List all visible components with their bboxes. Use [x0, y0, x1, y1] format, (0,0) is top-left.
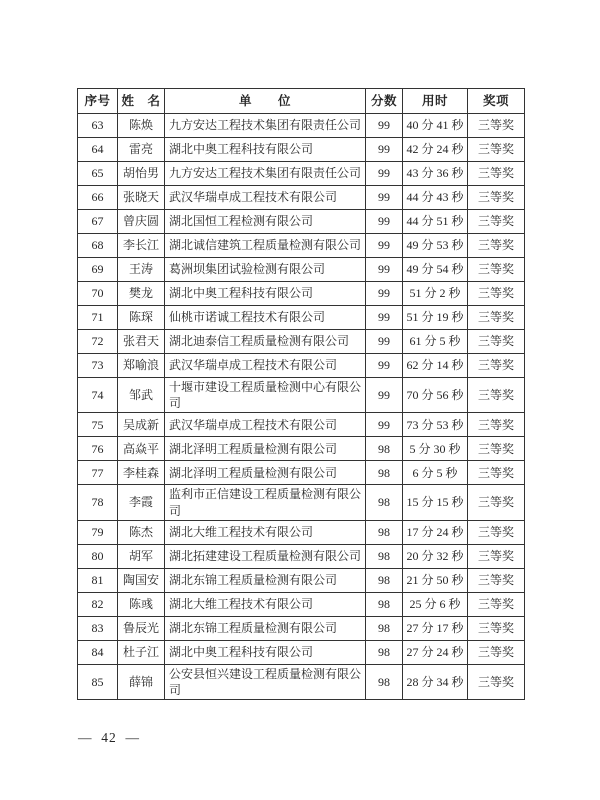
- cell-award: 三等奖: [468, 354, 525, 378]
- cell-time: 40 分 41 秒: [403, 114, 468, 138]
- cell-name: 高焱平: [118, 437, 165, 461]
- cell-award: 三等奖: [468, 664, 525, 699]
- cell-score: 98: [366, 485, 403, 520]
- cell-score: 99: [366, 186, 403, 210]
- cell-name: 邹武: [118, 378, 165, 413]
- table-header-row: [78, 89, 525, 114]
- cell-unit: 湖北东锦工程质量检测有限公司: [165, 568, 366, 592]
- cell-unit: 湖北拓建建设工程质量检测有限公司: [165, 544, 366, 568]
- cell-unit: 监利市正信建设工程质量检测有限公司: [165, 485, 366, 520]
- cell-index: 66: [78, 186, 118, 210]
- cell-unit: 武汉华瑞卓成工程技术有限公司: [165, 413, 366, 437]
- cell-index: 72: [78, 330, 118, 354]
- table-row: [78, 354, 525, 378]
- cell-time: 15 分 15 秒: [403, 485, 468, 520]
- cell-score: 99: [366, 282, 403, 306]
- cell-unit: 湖北中奥工程科技有限公司: [165, 282, 366, 306]
- cell-score: 98: [366, 520, 403, 544]
- cell-index: 78: [78, 485, 118, 520]
- cell-unit: 湖北泽明工程质量检测有限公司: [165, 461, 366, 485]
- cell-index: 71: [78, 306, 118, 330]
- cell-index: 69: [78, 258, 118, 282]
- cell-index: 83: [78, 616, 118, 640]
- cell-award: 三等奖: [468, 234, 525, 258]
- cell-award: 三等奖: [468, 138, 525, 162]
- cell-index: 67: [78, 210, 118, 234]
- cell-score: 99: [366, 306, 403, 330]
- cell-score: 98: [366, 640, 403, 664]
- cell-unit: 湖北泽明工程质量检测有限公司: [165, 437, 366, 461]
- col-header-unit: 单 位: [165, 89, 366, 114]
- cell-award: 三等奖: [468, 592, 525, 616]
- cell-award: 三等奖: [468, 186, 525, 210]
- cell-index: 82: [78, 592, 118, 616]
- table-row: [78, 568, 525, 592]
- cell-award: 三等奖: [468, 568, 525, 592]
- table-row: [78, 210, 525, 234]
- cell-name: 陈焕: [118, 114, 165, 138]
- cell-award: 三等奖: [468, 306, 525, 330]
- table-row: [78, 306, 525, 330]
- cell-name: 杜子江: [118, 640, 165, 664]
- cell-unit: 湖北大维工程技术有限公司: [165, 592, 366, 616]
- cell-time: 49 分 54 秒: [403, 258, 468, 282]
- cell-name: 陶国安: [118, 568, 165, 592]
- cell-time: 20 分 32 秒: [403, 544, 468, 568]
- cell-index: 79: [78, 520, 118, 544]
- cell-index: 65: [78, 162, 118, 186]
- cell-score: 99: [366, 210, 403, 234]
- cell-award: 三等奖: [468, 258, 525, 282]
- cell-time: 42 分 24 秒: [403, 138, 468, 162]
- cell-index: 68: [78, 234, 118, 258]
- table-row: [78, 544, 525, 568]
- cell-unit: 九方安达工程技术集团有限责任公司: [165, 114, 366, 138]
- cell-unit: 十堰市建设工程质量检测中心有限公司: [165, 378, 366, 413]
- table-row: [78, 592, 525, 616]
- cell-score: 99: [366, 330, 403, 354]
- cell-unit: 九方安达工程技术集团有限责任公司: [165, 162, 366, 186]
- cell-unit: 公安县恒兴建设工程质量检测有限公司: [165, 664, 366, 699]
- cell-award: 三等奖: [468, 162, 525, 186]
- cell-award: 三等奖: [468, 282, 525, 306]
- cell-name: 曾庆圆: [118, 210, 165, 234]
- table-row: [78, 461, 525, 485]
- cell-award: 三等奖: [468, 210, 525, 234]
- table-row: [78, 186, 525, 210]
- results-table-body: [78, 114, 525, 700]
- cell-unit: 武汉华瑞卓成工程技术有限公司: [165, 186, 366, 210]
- cell-score: 98: [366, 437, 403, 461]
- page-number: — 42 —: [78, 730, 140, 745]
- cell-time: 44 分 43 秒: [403, 186, 468, 210]
- cell-time: 44 分 51 秒: [403, 210, 468, 234]
- cell-index: 81: [78, 568, 118, 592]
- cell-score: 98: [366, 592, 403, 616]
- cell-time: 51 分 2 秒: [403, 282, 468, 306]
- cell-award: 三等奖: [468, 330, 525, 354]
- col-header-name: 姓 名: [118, 89, 165, 114]
- cell-time: 73 分 53 秒: [403, 413, 468, 437]
- cell-score: 98: [366, 568, 403, 592]
- cell-unit: 湖北中奥工程科技有限公司: [165, 640, 366, 664]
- cell-unit: 仙桃市诺诚工程技术有限公司: [165, 306, 366, 330]
- cell-name: 胡怡男: [118, 162, 165, 186]
- table-row: [78, 162, 525, 186]
- table-row: [78, 138, 525, 162]
- cell-time: 70 分 56 秒: [403, 378, 468, 413]
- cell-index: 76: [78, 437, 118, 461]
- cell-name: 雷亮: [118, 138, 165, 162]
- cell-unit: 湖北大维工程技术有限公司: [165, 520, 366, 544]
- cell-score: 99: [366, 234, 403, 258]
- table-row: [78, 282, 525, 306]
- cell-time: 28 分 34 秒: [403, 664, 468, 699]
- cell-time: 27 分 24 秒: [403, 640, 468, 664]
- cell-name: 薛锦: [118, 664, 165, 699]
- cell-score: 99: [366, 354, 403, 378]
- cell-score: 99: [366, 413, 403, 437]
- cell-index: 75: [78, 413, 118, 437]
- cell-score: 99: [366, 258, 403, 282]
- cell-name: 胡军: [118, 544, 165, 568]
- cell-time: 17 分 24 秒: [403, 520, 468, 544]
- cell-award: 三等奖: [468, 413, 525, 437]
- cell-unit: 葛洲坝集团试验检测有限公司: [165, 258, 366, 282]
- cell-unit: 湖北迪泰信工程质量检测有限公司: [165, 330, 366, 354]
- col-header-score: 分数: [366, 89, 403, 114]
- cell-name: 陈彧: [118, 592, 165, 616]
- cell-award: 三等奖: [468, 520, 525, 544]
- cell-name: 鲁辰光: [118, 616, 165, 640]
- cell-score: 98: [366, 461, 403, 485]
- cell-name: 王涛: [118, 258, 165, 282]
- cell-time: 62 分 14 秒: [403, 354, 468, 378]
- cell-name: 吴成新: [118, 413, 165, 437]
- cell-award: 三等奖: [468, 616, 525, 640]
- cell-unit: 湖北国恒工程检测有限公司: [165, 210, 366, 234]
- cell-time: 51 分 19 秒: [403, 306, 468, 330]
- col-header-time: 用时: [403, 89, 468, 114]
- cell-score: 98: [366, 616, 403, 640]
- cell-award: 三等奖: [468, 544, 525, 568]
- table-row: [78, 258, 525, 282]
- table-row: [78, 114, 525, 138]
- cell-name: 李长江: [118, 234, 165, 258]
- cell-index: 84: [78, 640, 118, 664]
- cell-index: 63: [78, 114, 118, 138]
- col-header-award: 奖项: [468, 89, 525, 114]
- table-row: [78, 616, 525, 640]
- cell-name: 李霞: [118, 485, 165, 520]
- table-row: [78, 664, 525, 699]
- cell-time: 49 分 53 秒: [403, 234, 468, 258]
- cell-unit: 湖北中奥工程科技有限公司: [165, 138, 366, 162]
- table-row: [78, 234, 525, 258]
- table-row: [78, 485, 525, 520]
- cell-score: 99: [366, 114, 403, 138]
- cell-index: 74: [78, 378, 118, 413]
- cell-score: 99: [366, 162, 403, 186]
- cell-unit: 湖北东锦工程质量检测有限公司: [165, 616, 366, 640]
- cell-time: 5 分 30 秒: [403, 437, 468, 461]
- cell-time: 6 分 5 秒: [403, 461, 468, 485]
- cell-time: 25 分 6 秒: [403, 592, 468, 616]
- cell-award: 三等奖: [468, 437, 525, 461]
- cell-time: 27 分 17 秒: [403, 616, 468, 640]
- cell-unit: 武汉华瑞卓成工程技术有限公司: [165, 354, 366, 378]
- cell-unit: 湖北诚信建筑工程质量检测有限公司: [165, 234, 366, 258]
- cell-name: 张晓天: [118, 186, 165, 210]
- cell-name: 陈琛: [118, 306, 165, 330]
- table-row: [78, 520, 525, 544]
- results-table: [77, 88, 525, 700]
- cell-time: 43 分 36 秒: [403, 162, 468, 186]
- cell-time: 61 分 5 秒: [403, 330, 468, 354]
- cell-award: 三等奖: [468, 378, 525, 413]
- cell-index: 70: [78, 282, 118, 306]
- cell-award: 三等奖: [468, 485, 525, 520]
- cell-name: 陈杰: [118, 520, 165, 544]
- cell-award: 三等奖: [468, 114, 525, 138]
- cell-name: 李桂森: [118, 461, 165, 485]
- cell-award: 三等奖: [468, 461, 525, 485]
- table-row: [78, 437, 525, 461]
- cell-index: 77: [78, 461, 118, 485]
- cell-name: 郑喻浪: [118, 354, 165, 378]
- cell-score: 99: [366, 138, 403, 162]
- cell-index: 64: [78, 138, 118, 162]
- cell-index: 73: [78, 354, 118, 378]
- cell-score: 98: [366, 544, 403, 568]
- cell-score: 98: [366, 664, 403, 699]
- cell-award: 三等奖: [468, 640, 525, 664]
- table-row: [78, 330, 525, 354]
- col-header-index: 序号: [78, 89, 118, 114]
- cell-name: 樊龙: [118, 282, 165, 306]
- cell-score: 99: [366, 378, 403, 413]
- table-row: [78, 640, 525, 664]
- cell-name: 张君天: [118, 330, 165, 354]
- cell-index: 80: [78, 544, 118, 568]
- table-row: [78, 413, 525, 437]
- table-row: [78, 378, 525, 413]
- cell-index: 85: [78, 664, 118, 699]
- cell-time: 21 分 50 秒: [403, 568, 468, 592]
